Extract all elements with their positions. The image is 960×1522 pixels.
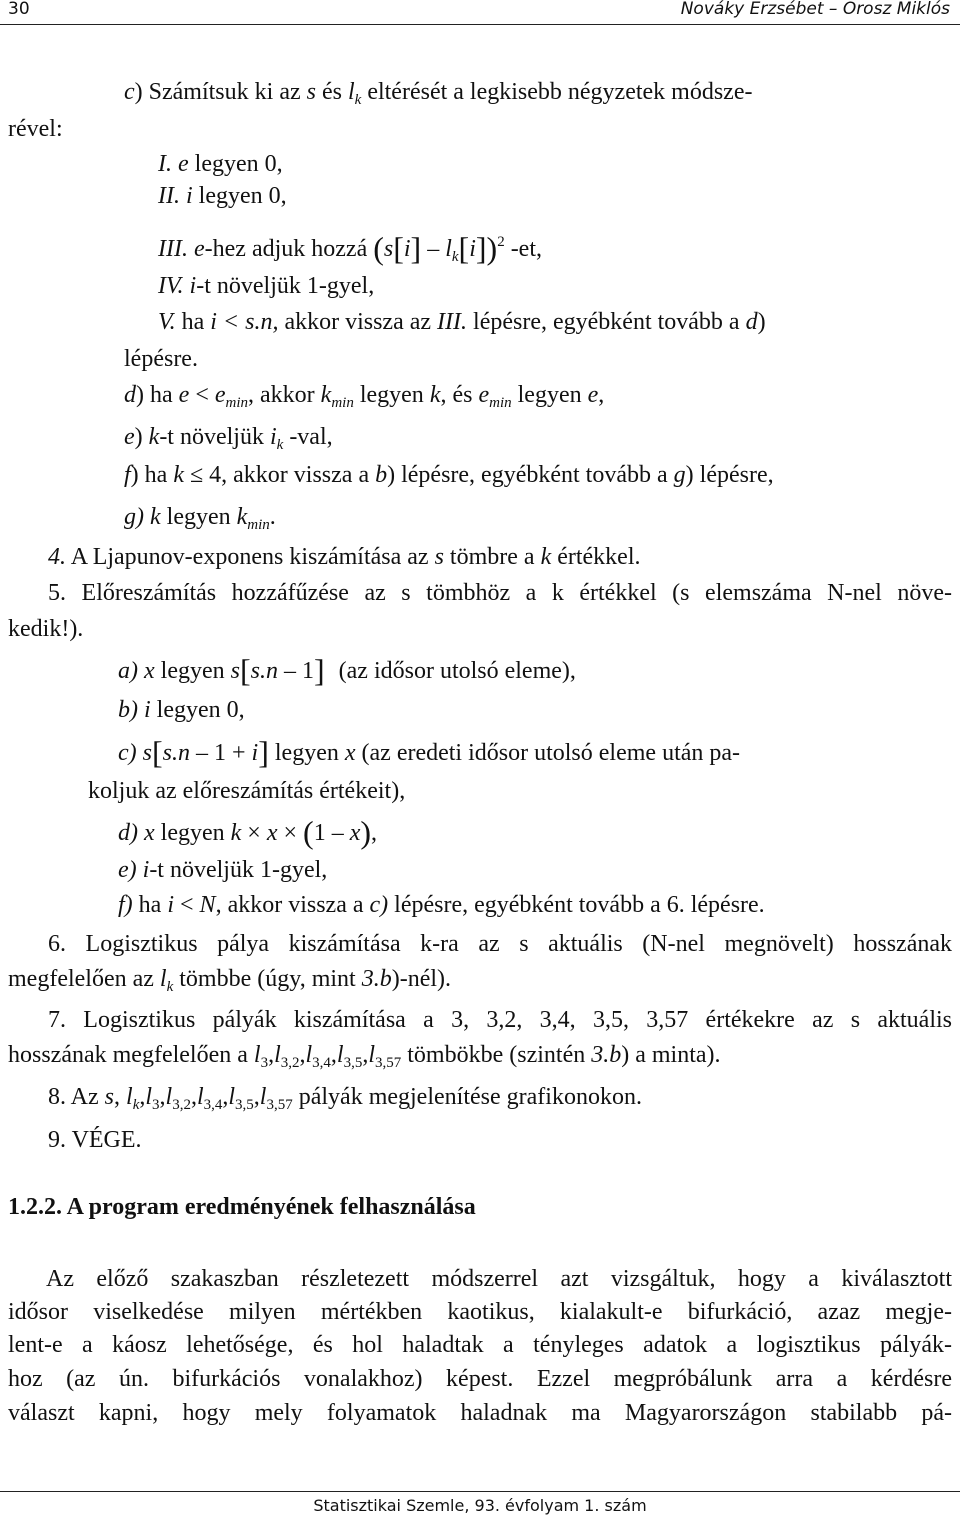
step-5f: f) ha i < N, akkor vissza a c) lépésre, egyébként tovább a 6. lépésre. — [118, 892, 765, 918]
paragraph-line-3: lent-e a káosz lehetősége, és hol haladtak a tényleges adatok a logisztikus pályák- — [8, 1332, 952, 1358]
running-head-authors: Nováky Erzsébet – Orosz Miklós — [680, 0, 950, 19]
step-6-cont: megfelelően az $l_k$ tömbbe (úgy, mint 3.b)-nél). — [8, 966, 451, 995]
algo-c-step-4: IV. i-t növeljük 1-gyel, — [158, 273, 375, 299]
step-7-cont: hosszának megfelelően a $l_3,l_{3,2},l_{3,4},l_{3,5},l_{3,57}$ tömbökbe (szintén 3.b) a minta). — [8, 1042, 721, 1071]
algo-g: g) k legyen $k_{min}$. — [124, 504, 276, 533]
page-footer — [0, 1491, 960, 1522]
algo-c-step-5-cont: lépésre. — [124, 346, 198, 372]
step-6-line: 6. Logisztikus pálya kiszámítása k-ra az s aktuális (N-nel megnövelt) hosszának — [48, 931, 952, 957]
step-8: 8. Az s, $l_k,l_3,l_{3,2},l_{3,4},l_{3,5},l_{3,57}$ pályák megjelenítése grafikonokon. — [48, 1084, 642, 1113]
algo-c-step-3: III. e-hez adjuk hozzá $(s[i] - l_k[i])^2$ -et, — [158, 230, 542, 266]
algo-f: f) ha k ≤ 4, akkor vissza a b) lépésre, egyébként tovább a g) lépésre, — [124, 462, 774, 488]
algo-e: e) k-t növeljük $i_k$ -val, — [124, 424, 333, 453]
section-heading: 1.2.2. A program eredményének felhasználása — [8, 1194, 476, 1220]
step-9: 9. VÉGE. — [48, 1127, 142, 1153]
page-number: 30 — [8, 0, 30, 19]
journal-citation: Statisztikai Szemle, 93. évfolyam 1. szám — [313, 1496, 647, 1515]
paragraph-line-1: Az előző szakaszban részletezett módszerrel azt vizsgáltuk, hogy a kiválasztott — [46, 1266, 952, 1292]
algo-c-intro: c) Számítsuk ki az s és $l_k$ eltérését a legkisebb négyzetek módsze- — [124, 79, 753, 108]
paragraph-line-4: hoz (az ún. bifurkációs vonalakhoz) képest. Ezzel megpróbálunk arra a kérdésre — [8, 1366, 952, 1392]
step-5a: a) x legyen s[s.n – 1] (az idősor utolsó eleme), — [118, 652, 576, 688]
step-7-line: 7. Logisztikus pályák kiszámítása a 3, 3,2, 3,4, 3,5, 3,57 értékekre az s aktuális — [48, 1007, 952, 1033]
step-5-line: 5. Előreszámítás hozzáfűzése az s tömbhöz a k értékkel (s elemszáma N-nel növe- — [48, 580, 952, 606]
page-header — [0, 0, 960, 25]
algo-c-intro-cont: rével: — [8, 116, 63, 142]
step-5-cont: kedik!). — [8, 616, 84, 642]
step-5d: d) x legyen k × x × (1 – x), — [118, 814, 378, 850]
algo-d: d) ha $e < e_{min}$, akkor $k_{min}$ legyen k, és $e_{min}$ legyen e, — [124, 382, 605, 411]
algo-c-step-1: I. e legyen 0, — [158, 151, 283, 177]
paragraph-line-2: idősor viselkedése milyen mértékben kaotikus, kialakult-e bifurkáció, azaz megje- — [8, 1299, 952, 1325]
paragraph-line-5: választ kapni, hogy mely folyamatok haladnak ma Magyarországon stabilabb pá- — [8, 1400, 952, 1426]
step-5c-cont: koljuk az előreszámítás értékeit), — [88, 778, 406, 804]
algo-c-step-5: V. ha i < s.n, akkor vissza az III. lépésre, egyébként tovább a d) — [158, 309, 766, 335]
step-5e: e) i-t növeljük 1-gyel, — [118, 857, 328, 883]
step-5c: c) s[s.n – 1 + i] legyen x (az eredeti idősor utolsó eleme után pa- — [118, 734, 741, 770]
algo-c-step-2: II. i legyen 0, — [158, 183, 287, 209]
step-5b: b) i legyen 0, — [118, 697, 245, 723]
step-4: 4. A Ljapunov-exponens kiszámítása az s tömbre a k értékkel. — [48, 544, 641, 570]
